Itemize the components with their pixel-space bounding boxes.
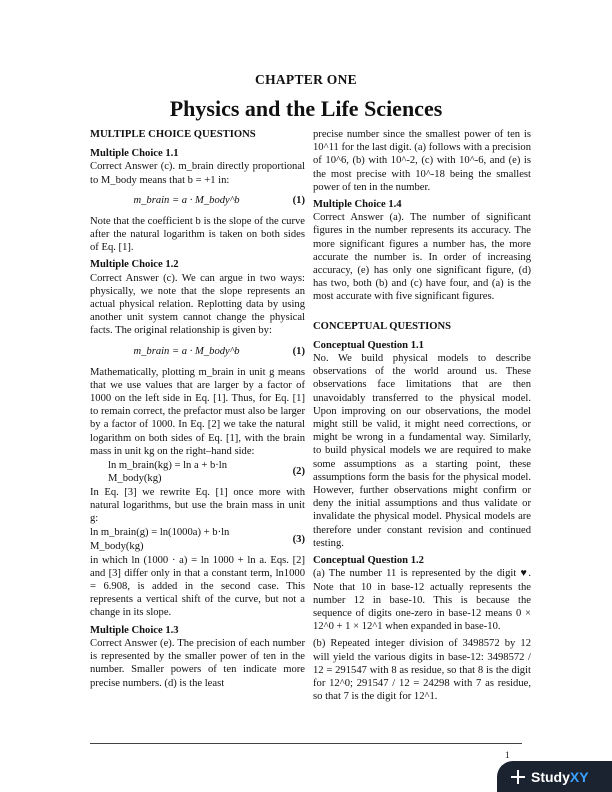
brand-name (531, 769, 589, 785)
mc-1-3-continued: precise number since the smallest power of ten is 10^11 for the last digit. (a) follows with a precision of 10^6, (b) with 10^-2, (c) with 10^-6, and (e) is the most precise with 10^-18 being the smallest power of ten in the number. (313, 129, 531, 193)
brand-part-a: Study (531, 768, 570, 785)
brand-part-b: XY (569, 768, 589, 785)
mc-1-2-paragraph-3: In Eq. [3] we rewrite Eq. [1] once more with natural logarithms, but use the brain mass in unit g: (90, 487, 305, 525)
mc-1-3-answer: Correct Answer (e). The precision of each number is represented by the smaller power of ten in the number. Smaller powers of ten indicate more precise numbers. (d) is the least (90, 637, 305, 689)
page-number: 1 (505, 750, 510, 760)
equation-2 (90, 459, 305, 485)
equation-expression: m_brain = a · M_body^b (133, 346, 240, 358)
cq-1-1-heading: Conceptual Question 1.1 (313, 339, 424, 351)
chapter-title: Physics and the Life Sciences (169, 96, 443, 121)
mc-1-1-note: Note that the coefficient b is the slope of the curve after the natural logarithm is taken on both sides of Eq. [1]. (90, 215, 305, 254)
chapter-label: CHAPTER ONE (255, 72, 357, 87)
mc-1-4-answer: Correct Answer (a). The number of significant figures in the number represents its accuracy. The more significant figures a number has, the more accurate the number is. In order of increasing accuracy, (e) has only one significant figure, (d) has two, both (b) and (c) have four, and (a) is the most accurate with five significant figures. (313, 212, 531, 303)
mc-1-1-answer: Correct Answer (c). m_brain directly proportional to M_body means that b = +1 in: (90, 161, 305, 186)
equation-number: (2) (292, 466, 305, 478)
cq-1-2-part-a: (a) The number 11 is represented by the digit ♥. Note that 10 in base-12 actually represents the number 12 in base-10. This is because the sequence of digits one-zero in base-12 means 0 × 12^0 + 1 × 12^1 when expanded in base-10. (313, 568, 531, 633)
mc-1-2-paragraph-2: Mathematically, plotting m_brain in unit g means that we use values that are larger by a factor of 1000 on the left side in Eq. [1]. Thus, for Eq. [1] to remain correct, the prefactor must also be larger by a factor of 1000. In Eq. [2] we take the natural logarithm on both sides of Eq. [1], with the brain mass in unit kg on the right–hand side: (90, 366, 305, 457)
equation-expression: m_brain = a · M_body^b (133, 195, 240, 207)
cq-1-2-part-b: (b) Repeated integer division of 3498572 by 12 will yield the various digits in base-12: 3498572 / 12 = 291547 with 8 as residue, so that 8 is the digit for 12^0; 291547 / 12 = 24298 with 7 as residue, so that 7 is the digit for 12^1. (313, 638, 531, 703)
equation-expression: ln m_brain(g) = ln(1000a) + b·ln M_body(kg) (90, 527, 230, 552)
mc-1-4-heading: Multiple Choice 1.4 (313, 199, 402, 211)
cq-1-1-answer: No. We build physical models to describe observations of the world around us. These observations face limitations that are then unavoidably transferred to the physical model. Upon improving on our observations, the model might still be valid, it might need corrections, or might be wrong in a fundamental way. Similarly, to build physical models we are required to make some assumptions as a starting point, these assumptions form the basis for the physical model. However, further observations might confirm or deny the initial assumptions and thus validate or invalidate the physical model. Physical models are therefore under constant revision and continued testing. (313, 353, 531, 549)
equation-number: (1) (292, 195, 305, 207)
mc-1-2-paragraph-4: in which ln (1000 · a) = ln 1000 + ln a. Eqs. [2] and [3] differ only in that a constant term, ln1000 = 6.908, is added in the second case. This represents a vertical shift of the curve, but not a change in its slope. (90, 554, 305, 619)
section-heading-multiple-choice: MULTIPLE CHOICE QUESTIONS (90, 129, 256, 140)
mc-1-1-heading: Multiple Choice 1.1 (90, 148, 179, 160)
cq-1-2-heading: Conceptual Question 1.2 (313, 555, 424, 567)
equation-3 (90, 527, 305, 552)
equation-expression: ln m_brain(kg) = ln a + b·ln M_body(kg) (108, 459, 228, 485)
equation-number: (3) (292, 534, 305, 546)
plus-icon (511, 770, 525, 784)
section-heading-conceptual: CONCEPTUAL QUESTIONS (313, 320, 452, 332)
equation-1b (90, 344, 305, 360)
footer-rule (90, 743, 522, 744)
mc-1-2-heading: Multiple Choice 1.2 (90, 259, 179, 271)
equation-number: (1) (292, 346, 305, 358)
equation-1a (90, 193, 305, 209)
left-column (90, 128, 305, 694)
mc-1-3-heading: Multiple Choice 1.3 (90, 624, 179, 636)
right-column (313, 128, 531, 707)
studyxy-badge[interactable] (497, 761, 612, 792)
mc-1-2-answer: Correct Answer (c). We can argue in two ways: physically, we note that the slope represents an actual physical relation. Replotting data by using another unit system cannot change the physical facts. The original relationship is given by: (90, 272, 305, 337)
